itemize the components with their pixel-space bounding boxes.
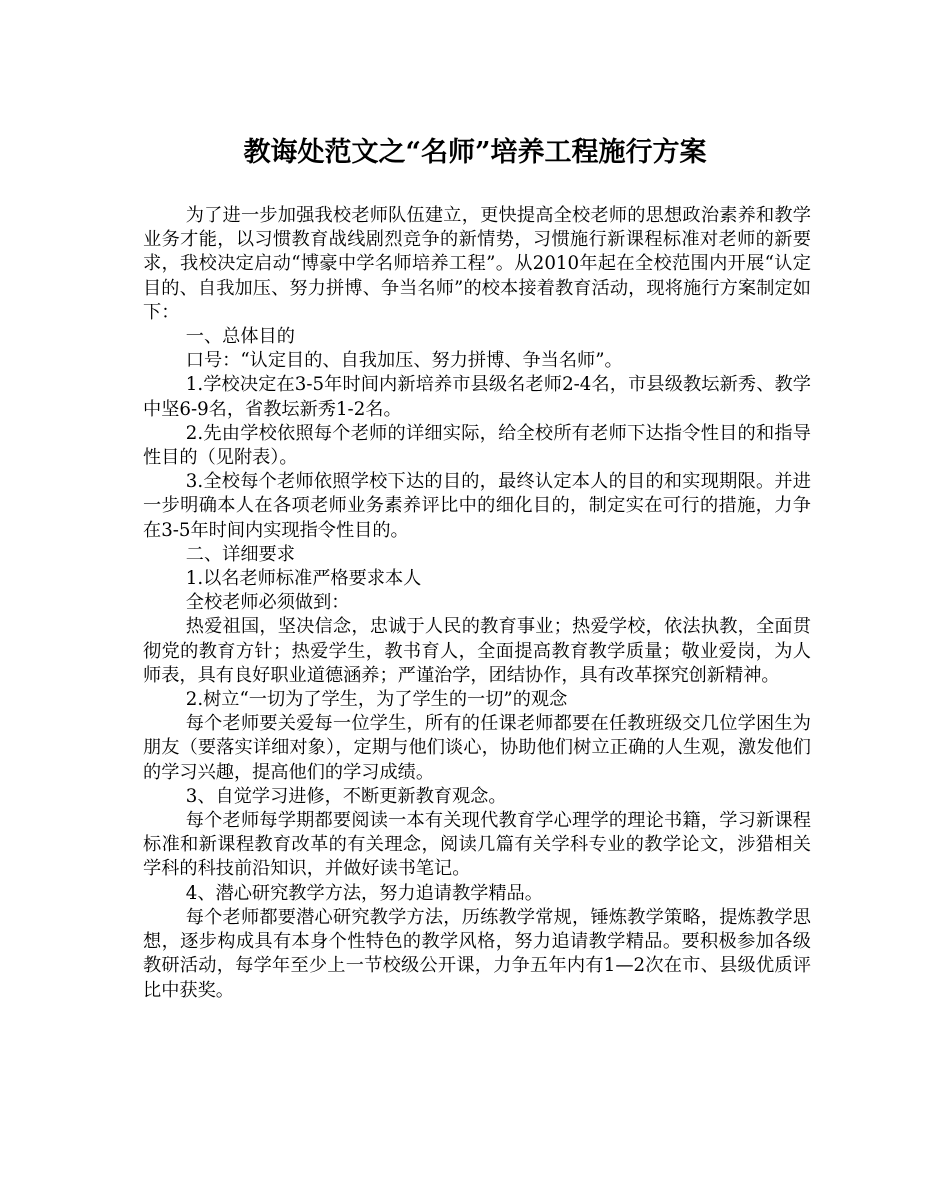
paragraph-goal-1: 1.学校决定在3-5年时间内新培养市县级名老师2-4名，市县级教坛新秀、教学中坚6-9名，省教坛新秀1-2名。 — [143, 374, 811, 420]
paragraph-goal-2: 2.先由学校依照每个老师的详细实际，给全校所有老师下达指令性目的和指导性目的（见附表）。 — [143, 422, 811, 469]
document-body — [143, 204, 811, 1003]
paragraph-slogan: 口号：“认定目的、自我加压、努力拼博、争当名师”。 — [185, 350, 623, 372]
heading-overall-goal: 一、总体目的 — [185, 326, 295, 348]
paragraph-teaching-methods: 每个老师都要潜心研究教学方法，历练教学常规，锤炼教学策略，提炼教学思想，逐步构成具有本身个性特色的教学风格，努力追请教学精品。要积极参加各级教研活动，每学年至少上一节校级公开课，力争五年内有1—2次在市、县级优质评比中获奖。 — [143, 906, 811, 1001]
paragraph-requirement-3: 3、自觉学习进修，不断更新教育观念。 — [185, 785, 507, 807]
paragraph-ethics: 热爱祖国，坚决信念，忠诚于人民的教育事业；热爱学校，依法执教，全面贯彻党的教育方针；热爱学生，教书育人，全面提高教育教学质量；敬业爱岗，为人师表，具有良好职业道德涵养；严谨治学，团结协作，具有改革探究创新精神。 — [143, 616, 811, 686]
document-title: 教诲处范文之“名师”培养工程施行方案 — [243, 137, 707, 168]
paragraph-reading: 每个老师每学期都要阅读一本有关现代教育学心理学的理论书籍，学习新课程标准和新课程教育改革的有关理念，阅读几篇有关学科专业的教学论文，涉猎相关学科的科技前沿知识，并做好读书笔记。 — [143, 810, 811, 880]
paragraph-must-do: 全校老师必须做到： — [185, 592, 350, 614]
paragraph-requirement-4: 4、潜心研究教学方法，努力追请教学精品。 — [185, 882, 543, 904]
paragraph-care-students: 每个老师要关爱每一位学生，所有的任课老师都要在任教班级交几位学困生为朋友（要落实详细对象），定期与他们谈心，协助他们树立正确的人生观，激发他们的学习兴趣，提高他们的学习成绩。 — [143, 713, 811, 783]
heading-detailed-requirements: 二、详细要求 — [185, 543, 295, 565]
paragraph-requirement-1: 1.以名老师标准严格要求本人 — [185, 568, 422, 590]
paragraph-goal-3: 3.全校每个老师依照学校下达的目的，最终认定本人的目的和实现期限。并进一步明确本人在各项老师业务素养评比中的细化目的，制定实在可行的措施，力争在3-5年时间内实现指令性目的。 — [143, 471, 811, 541]
paragraph-requirement-2: 2.树立“一切为了学生，为了学生的一切”的观念 — [185, 689, 568, 711]
paragraph-intro: 为了进一步加强我校老师队伍建立，更快提高全校老师的思想政治素养和教学业务才能，以习惯教育战线剧烈竞争的新情势，习惯施行新课程标准对老师的新要求，我校决定启动“博豪中学名师培养工程”。从2010年起在全校范围内开展“认定目的、自我加压、努力拼博、争当名师”的校本接着教育活动，现将施行方案制定如下： — [143, 205, 811, 323]
